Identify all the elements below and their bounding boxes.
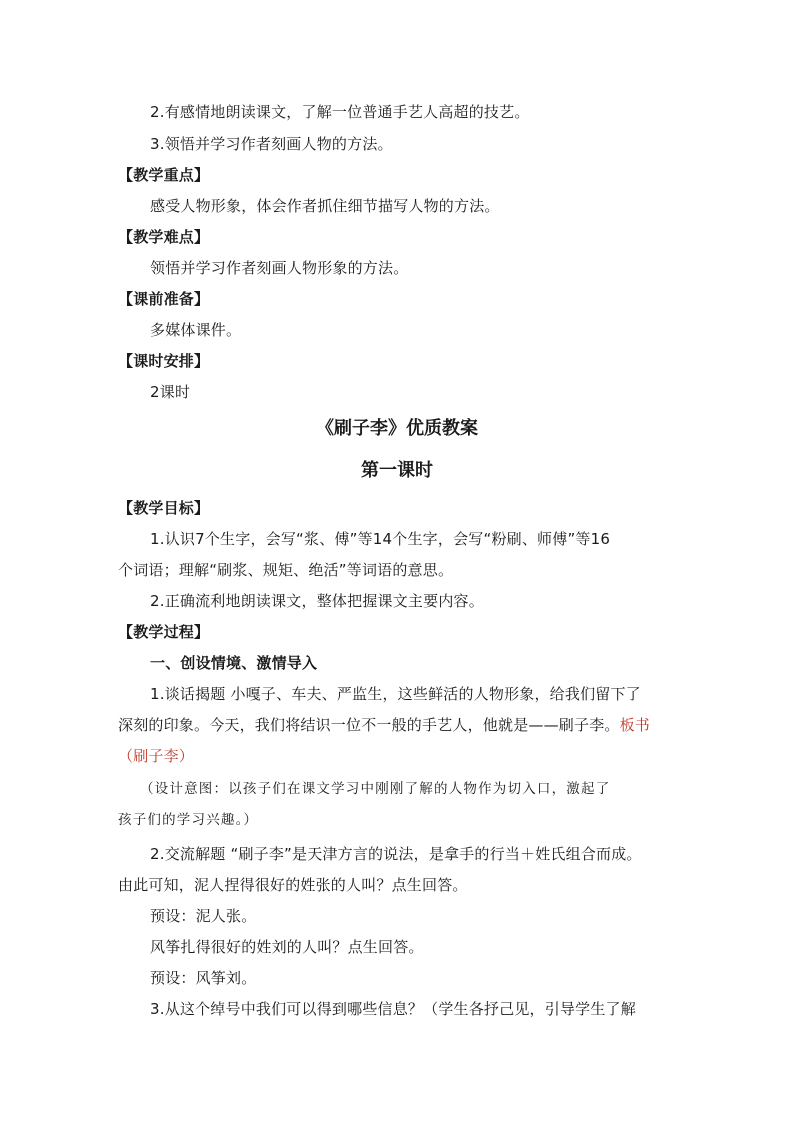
preset-answer-2: 预设：风筝刘。 [150, 969, 257, 987]
process-heading: 【教学过程】 [118, 623, 210, 641]
schedule-text: 2课时 [150, 383, 191, 401]
design-intent-line-2: 孩子们的学习兴趣。） [118, 812, 259, 828]
question-2: 风筝扎得很好的姓刘的人叫？点生回答。 [150, 938, 424, 956]
goal-3: 3.领悟并学习作者刻画人物的方法。 [150, 135, 393, 153]
goal-2: 2.有感情地朗读课文，了解一位普通手艺人高超的技艺。 [150, 103, 530, 121]
key-points-text: 感受人物形象，体会作者抓住细节描写人物的方法。 [150, 197, 500, 215]
difficulty-heading: 【教学难点】 [118, 228, 210, 246]
lesson-title: 第一课时 [361, 460, 433, 481]
preparation-heading: 【课前准备】 [118, 290, 210, 308]
objective-2: 2.正确流利地朗读课文，整体把握课文主要内容。 [150, 592, 484, 610]
paragraph-2-line-2: 由此可知，泥人捏得很好的姓张的人叫？点生回答。 [118, 876, 468, 894]
key-points-heading: 【教学重点】 [118, 166, 210, 184]
page-title: 《刷子李》优质教案 [316, 418, 478, 439]
paragraph-3: 3.从这个绰号中我们可以得到哪些信息？（学生各抒己见，引导学生了解 [150, 1000, 636, 1018]
preset-answer-1: 预设：泥人张。 [150, 907, 257, 925]
paragraph-2-line-1: 2.交流解题 “刷子李”是天津方言的说法，是拿手的行当＋姓氏组合而成。 [150, 845, 642, 863]
step-1-heading: 一、创设情境、激情导入 [150, 654, 318, 672]
objective-1-line-2: 个词语；理解“刷浆、规矩、绝活”等词语的意思。 [118, 561, 454, 579]
paragraph-1-text: 深刻的印象。今天，我们将结识一位不一般的手艺人，他就是——刷子李。 [118, 716, 620, 734]
board-note: 板书 [619, 716, 651, 734]
board-note-content: （刷子李） [118, 747, 195, 765]
paragraph-1-line-2 [118, 714, 650, 736]
paragraph-1-line-1: 1.谈话揭题 小嘎子、车夫、严监生，这些鲜活的人物形象，给我们留下了 [150, 685, 641, 703]
schedule-heading: 【课时安排】 [118, 352, 210, 370]
preparation-text: 多媒体课件。 [150, 321, 242, 339]
objective-1-line-1: 1.认识7个生字，会写“浆、傅”等14个生字，会写“粉刷、师傅”等16 [150, 530, 611, 548]
difficulty-text: 领悟并学习作者刻画人物形象的方法。 [150, 259, 409, 277]
design-intent-line-1: （设计意图：以孩子们在课文学习中刚刚了解的人物作为切入口，激起了 [140, 781, 611, 797]
objectives-heading: 【教学目标】 [118, 499, 210, 517]
